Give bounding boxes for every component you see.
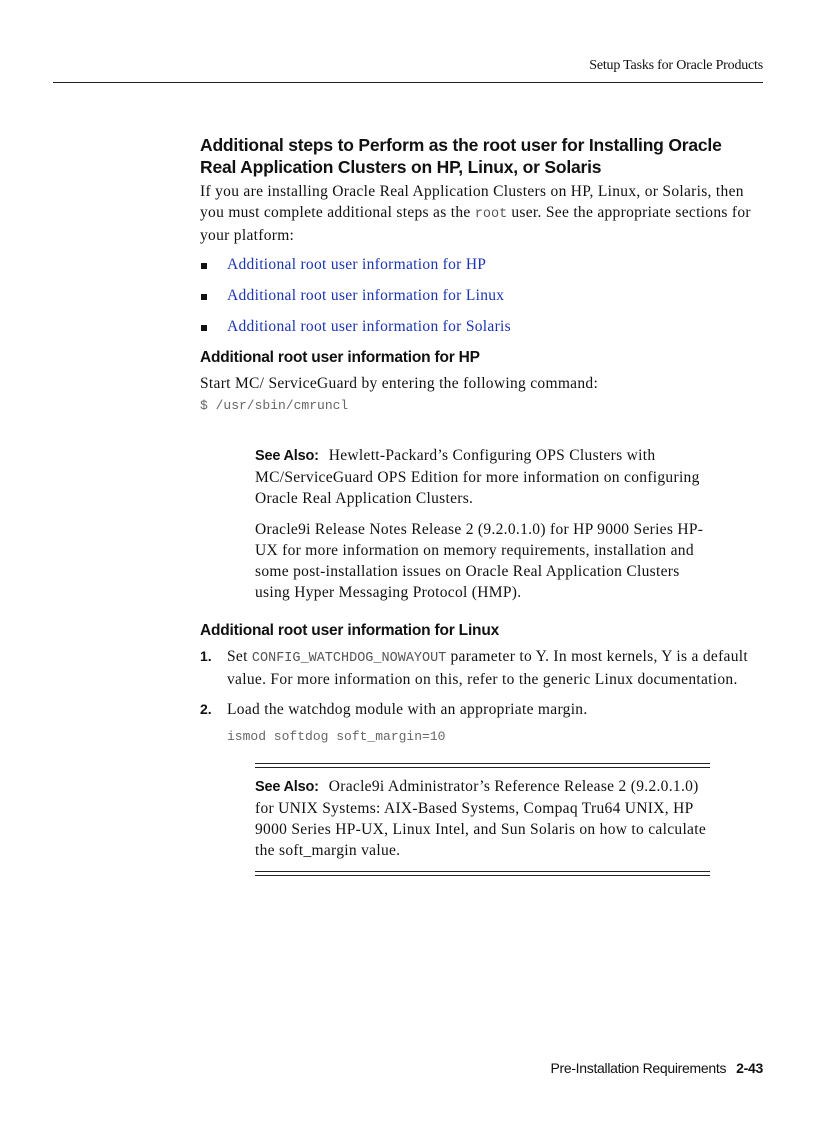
hp-heading: Additional root user information for HP xyxy=(200,349,480,366)
config-watchdog-code: CONFIG_WATCHDOG_NOWAYOUT xyxy=(251,651,447,666)
linux-see-also-text: Oracle9i Administrator’s Reference Release 2 (9.2.0.1.0) for UNIX Systems: AIX-Based Systems, Compaq Tru64 UNIX, HP 9000 Series HP-UX, Linux Intel, and Sun Solaris on how to calculate the soft_margin value. xyxy=(255,778,707,859)
linux-heading: Additional root user information for Linux xyxy=(200,622,500,639)
running-header: Setup Tasks for Oracle Products xyxy=(589,58,763,73)
hp-text: Start MC/ ServiceGuard by entering the following command: xyxy=(200,375,599,392)
linux-command: ismod softdog soft_margin=10 xyxy=(227,729,446,744)
intro-text-after: user. See the appropriate sections for your platform: xyxy=(200,204,751,244)
step-1-before: Set xyxy=(227,648,252,665)
step-1-after: parameter to Y. In most kernels, Y is a default value. For more information on this, refer to the generic Linux documentation. xyxy=(227,648,748,688)
see-also-label: See Also: xyxy=(255,779,319,795)
list-item xyxy=(200,646,760,690)
step-1-text xyxy=(227,646,760,690)
step-2-text: Load the watchdog module with an appropriate margin. xyxy=(227,701,588,718)
step-number: 2. xyxy=(200,701,212,717)
link-linux[interactable]: Additional root user information for Linux xyxy=(227,287,505,304)
header-rule xyxy=(53,82,763,83)
list-item xyxy=(200,254,760,275)
list-item xyxy=(200,285,760,306)
hp-see-also-text1: Hewlett-Packard’s Configuring OPS Clusters with MC/ServiceGuard OPS Edition for more information on configuring Oracle Real Application Clusters. xyxy=(255,447,700,507)
bullet-icon xyxy=(201,263,207,269)
step-number: 1. xyxy=(200,648,212,664)
hp-command: $ /usr/sbin/cmruncl xyxy=(200,398,349,413)
list-item xyxy=(200,699,760,746)
main-content xyxy=(200,134,760,876)
intro-text-before: If you are installing Oracle Real Application Clusters on HP, Linux, or Solaris, then you must complete additional steps as the xyxy=(200,183,744,221)
page-footer xyxy=(550,1060,763,1076)
hp-see-also-para2: Oracle9i Release Notes Release 2 (9.2.0.1.0) for HP 9000 Series HP-UX for more information on memory requirements, installation and some post-installation issues on Oracle Real Application Clusters using Hyper Messaging Protocol (HMP). xyxy=(255,521,704,601)
section-intro xyxy=(200,181,760,246)
footer-chapter: Pre-Installation Requirements xyxy=(550,1060,727,1076)
bullet-icon xyxy=(201,294,207,300)
link-solaris[interactable]: Additional root user information for Solaris xyxy=(227,318,511,335)
linux-see-also-para xyxy=(255,776,710,861)
linux-steps xyxy=(200,646,760,746)
top-double-rule xyxy=(255,763,710,768)
link-hp[interactable]: Additional root user information for HP xyxy=(227,256,487,273)
section-title: Additional steps to Perform as the root user for Installing Oracle Real Application Clusters on HP, Linux, or Solaris xyxy=(200,135,722,177)
hp-see-also-para1 xyxy=(255,445,710,509)
intro-root-code: root xyxy=(474,207,508,222)
list-item xyxy=(200,316,760,337)
see-also-label: See Also: xyxy=(255,448,319,464)
page-number: 2-43 xyxy=(736,1060,763,1076)
bullet-icon xyxy=(201,325,207,331)
hp-see-also xyxy=(255,445,710,603)
linux-see-also xyxy=(255,763,710,876)
platform-link-list xyxy=(200,254,760,337)
bottom-double-rule xyxy=(255,871,710,876)
